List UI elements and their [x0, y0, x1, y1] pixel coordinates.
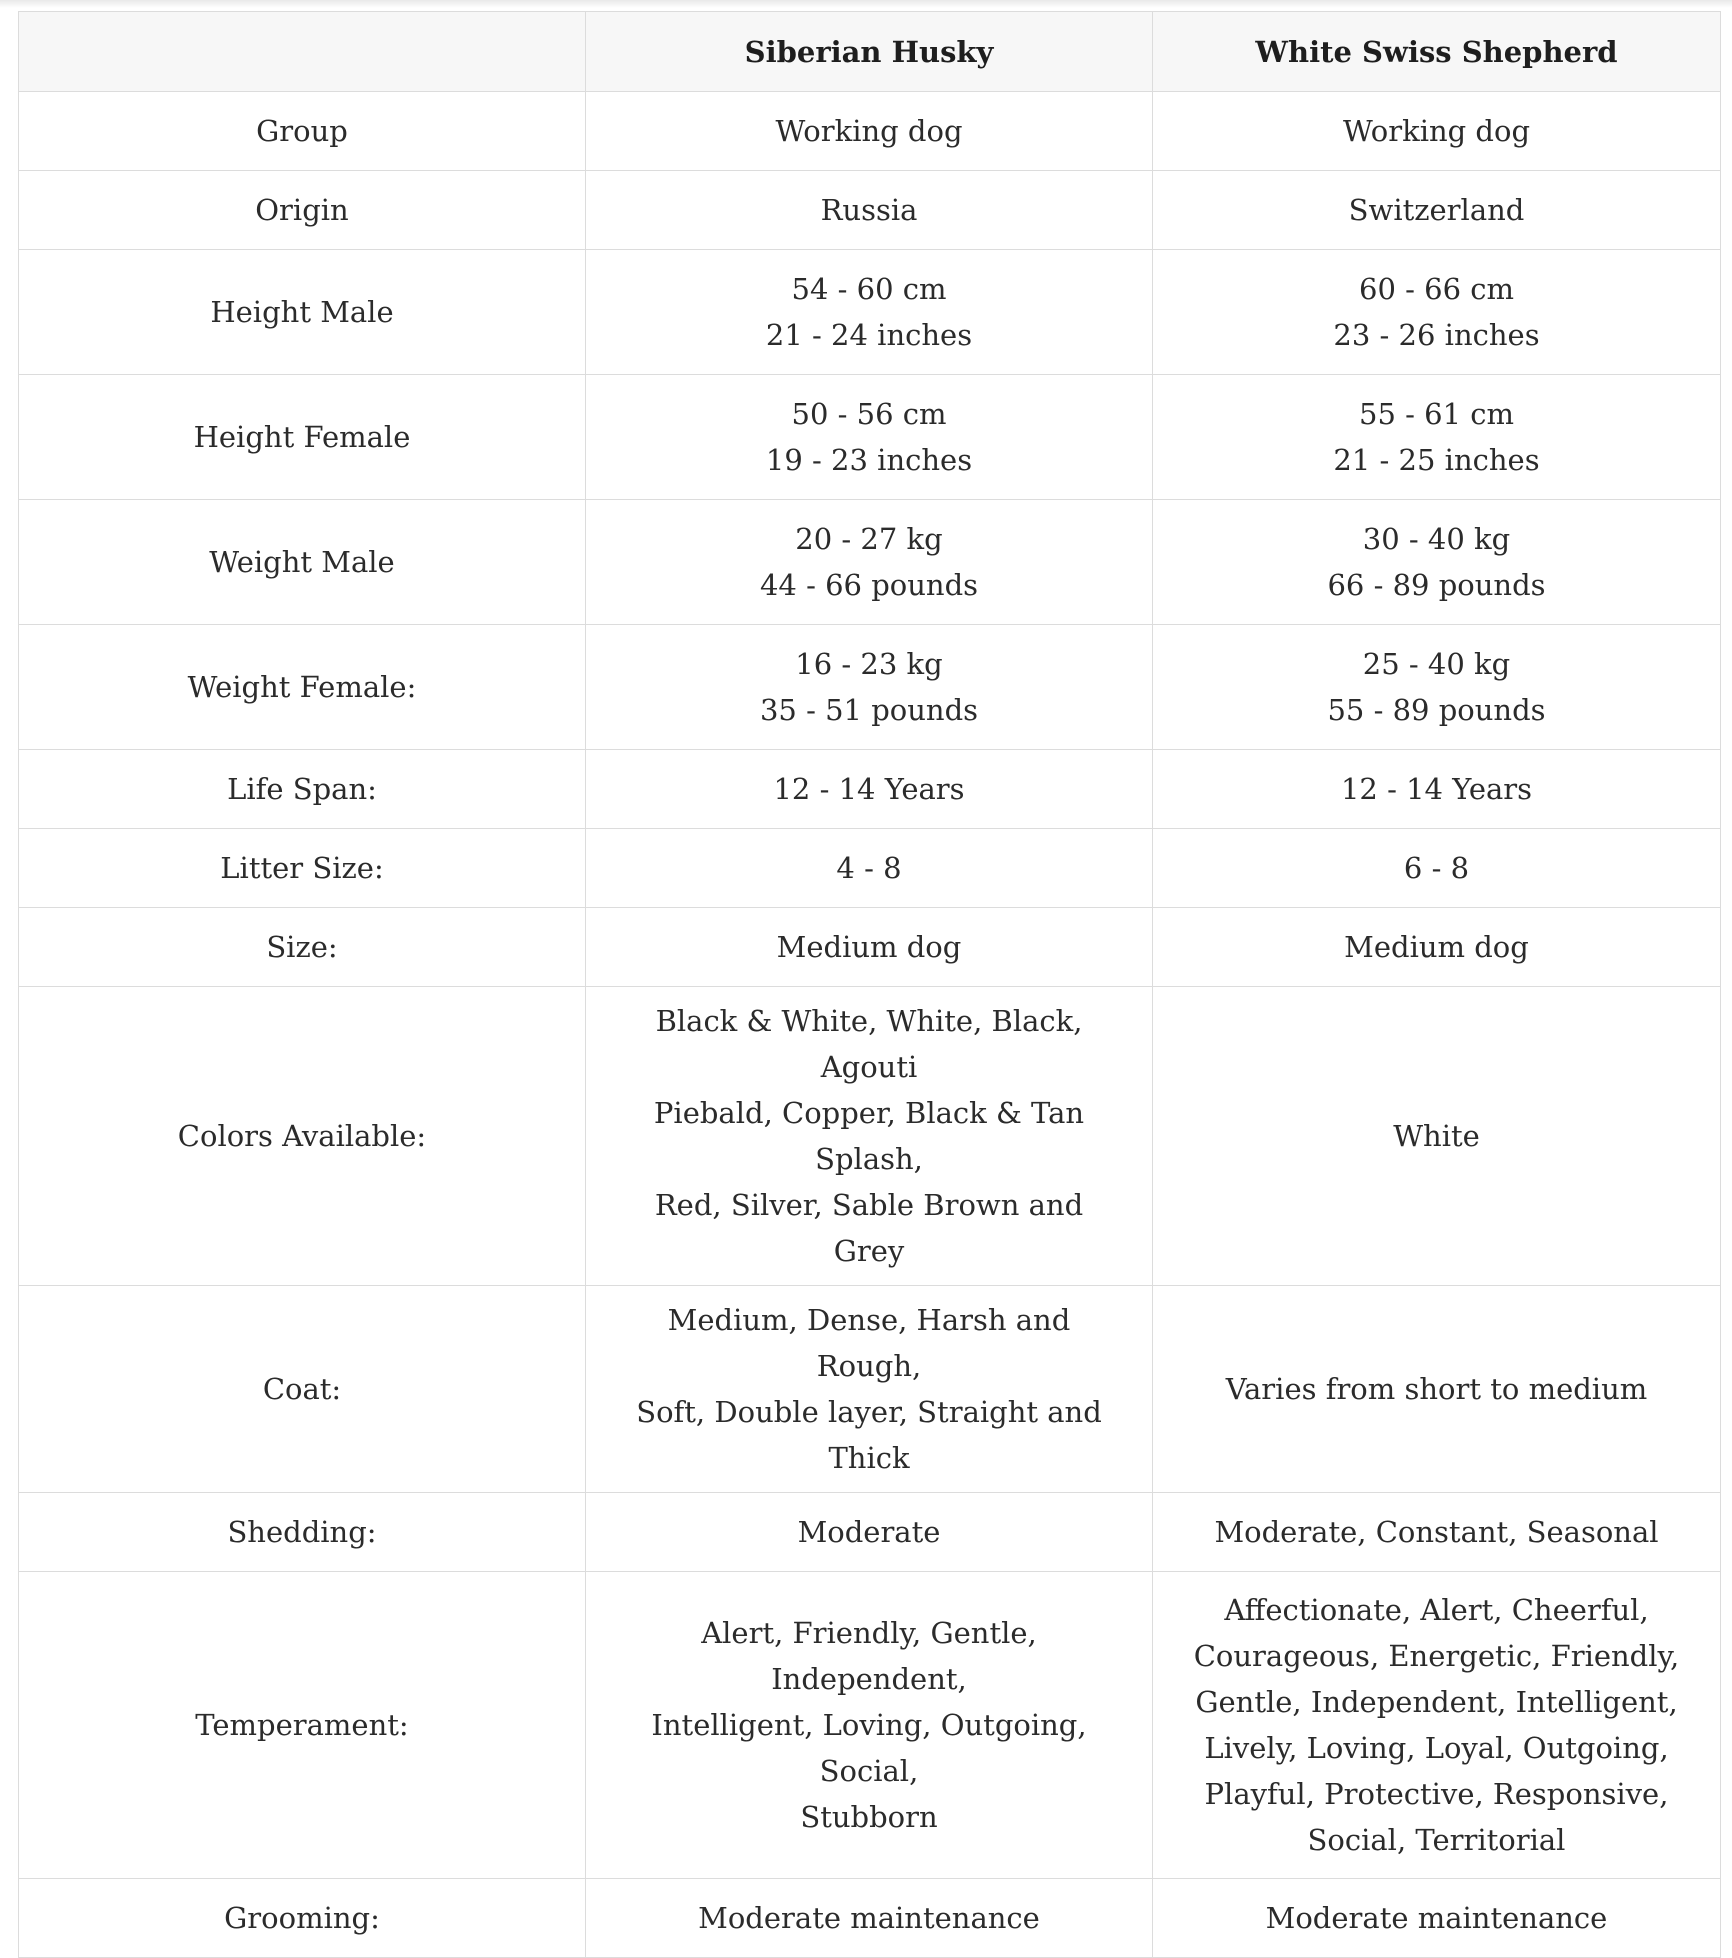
value-line: Alert, Friendly, Gentle, Independent,: [701, 1616, 1037, 1696]
value-line: Courageous, Energetic, Friendly,: [1193, 1639, 1680, 1673]
husky-value: [586, 500, 1153, 625]
shepherd-value: [1153, 171, 1721, 250]
value-line: Lively, Loving, Loyal, Outgoing,: [1204, 1731, 1669, 1765]
table-row-weight-female: [19, 625, 1721, 750]
husky-value: [586, 829, 1153, 908]
husky-value: [586, 908, 1153, 987]
shepherd-value: [1153, 500, 1721, 625]
value-line: 55 - 61 cm: [1359, 397, 1514, 431]
row-label: Life Span:: [19, 750, 586, 829]
table-row-grooming: [19, 1879, 1721, 1958]
value-line: 12 - 14 Years: [1340, 772, 1533, 806]
shepherd-value: [1153, 908, 1721, 987]
husky-value: [586, 625, 1153, 750]
value-line: 60 - 66 cm: [1359, 272, 1514, 306]
value-line: 54 - 60 cm: [791, 272, 947, 306]
value-line: 6 - 8: [1403, 851, 1470, 885]
husky-value: [586, 375, 1153, 500]
value-line: Varies from short to medium: [1225, 1372, 1648, 1406]
value-line: Thick: [828, 1441, 910, 1475]
husky-value: [586, 250, 1153, 375]
value-line: Affectionate, Alert, Cheerful,: [1224, 1593, 1649, 1627]
husky-value: [586, 1286, 1153, 1493]
table-row-height-female: [19, 375, 1721, 500]
row-label: Coat:: [19, 1286, 586, 1493]
value-line: Intelligent, Loving, Outgoing, Social,: [651, 1708, 1087, 1788]
value-line: 21 - 24 inches: [765, 318, 973, 352]
shepherd-value: [1153, 987, 1721, 1286]
value-line: White: [1393, 1119, 1480, 1153]
shepherd-value: [1153, 1572, 1721, 1879]
shepherd-value: [1153, 1879, 1721, 1958]
value-line: Medium dog: [1344, 930, 1529, 964]
value-line: Moderate, Constant, Seasonal: [1214, 1515, 1659, 1549]
table-row-group: [19, 92, 1721, 171]
husky-value: [586, 92, 1153, 171]
value-line: 4 - 8: [836, 851, 902, 885]
table-row-life-span: [19, 750, 1721, 829]
value-line: Stubborn: [800, 1800, 938, 1834]
row-label: Height Male: [19, 250, 586, 375]
row-label: Weight Male: [19, 500, 586, 625]
value-line: Moderate maintenance: [1265, 1901, 1608, 1935]
table-row-shedding: [19, 1493, 1721, 1572]
row-label: Group: [19, 92, 586, 171]
value-line: 23 - 26 inches: [1333, 318, 1540, 352]
value-line: Medium, Dense, Harsh and Rough,: [667, 1303, 1071, 1383]
table-row-coat: [19, 1286, 1721, 1493]
row-label: Weight Female:: [19, 625, 586, 750]
value-line: Moderate maintenance: [698, 1901, 1040, 1935]
husky-value: [586, 987, 1153, 1286]
table-row-temperament: [19, 1572, 1721, 1879]
husky-value: [586, 1879, 1153, 1958]
row-label: Height Female: [19, 375, 586, 500]
value-line: 44 - 66 pounds: [759, 568, 979, 602]
value-line: 20 - 27 kg: [795, 522, 943, 556]
table-row-origin: [19, 171, 1721, 250]
shepherd-value: [1153, 375, 1721, 500]
table-row-litter-size: [19, 829, 1721, 908]
shepherd-value: [1153, 92, 1721, 171]
value-line: Black & White, White, Black, Agouti: [655, 1004, 1083, 1084]
value-line: Working dog: [775, 114, 963, 148]
value-line: 19 - 23 inches: [765, 443, 973, 477]
shepherd-value: [1153, 1493, 1721, 1572]
header-corner-cell: [19, 12, 586, 92]
value-line: Playful, Protective, Responsive,: [1204, 1777, 1669, 1811]
value-line: 16 - 23 kg: [795, 647, 943, 681]
table-row-size: [19, 908, 1721, 987]
top-edge-shadow: [0, 0, 1732, 8]
husky-value: [586, 171, 1153, 250]
row-label: Litter Size:: [19, 829, 586, 908]
row-label: Origin: [19, 171, 586, 250]
header-siberian-husky: Siberian Husky: [586, 12, 1153, 92]
table-row-weight-male: [19, 500, 1721, 625]
row-label: Temperament:: [19, 1572, 586, 1879]
value-line: Moderate: [797, 1515, 941, 1549]
value-line: 50 - 56 cm: [791, 397, 947, 431]
value-line: Red, Silver, Sable Brown and Grey: [654, 1188, 1084, 1268]
shepherd-value: [1153, 829, 1721, 908]
header-white-swiss-shepherd: White Swiss Shepherd: [1153, 12, 1721, 92]
value-line: 21 - 25 inches: [1333, 443, 1540, 477]
shepherd-value: [1153, 625, 1721, 750]
value-line: Switzerland: [1348, 193, 1525, 227]
value-line: Working dog: [1342, 114, 1531, 148]
value-line: Soft, Double layer, Straight and: [636, 1395, 1102, 1429]
value-line: Medium dog: [776, 930, 962, 964]
shepherd-value: [1153, 1286, 1721, 1493]
breed-comparison-table: [18, 11, 1721, 1958]
husky-value: [586, 1572, 1153, 1879]
value-line: 25 - 40 kg: [1362, 647, 1511, 681]
row-label: Shedding:: [19, 1493, 586, 1572]
table-header-row: [19, 12, 1721, 92]
row-label: Size:: [19, 908, 586, 987]
shepherd-value: [1153, 250, 1721, 375]
value-line: 66 - 89 pounds: [1327, 568, 1546, 602]
value-line: 55 - 89 pounds: [1327, 693, 1546, 727]
husky-value: [586, 750, 1153, 829]
row-label: Grooming:: [19, 1879, 586, 1958]
row-label: Colors Available:: [19, 987, 586, 1286]
value-line: Gentle, Independent, Intelligent,: [1195, 1685, 1678, 1719]
value-line: Piebald, Copper, Black & Tan Splash,: [653, 1096, 1085, 1176]
table-row-height-male: [19, 250, 1721, 375]
table-row-colors-available: [19, 987, 1721, 1286]
value-line: Social, Territorial: [1307, 1823, 1566, 1857]
value-line: 30 - 40 kg: [1362, 522, 1511, 556]
value-line: 35 - 51 pounds: [759, 693, 979, 727]
value-line: Russia: [820, 193, 918, 227]
husky-value: [586, 1493, 1153, 1572]
shepherd-value: [1153, 750, 1721, 829]
value-line: 12 - 14 Years: [773, 772, 965, 806]
